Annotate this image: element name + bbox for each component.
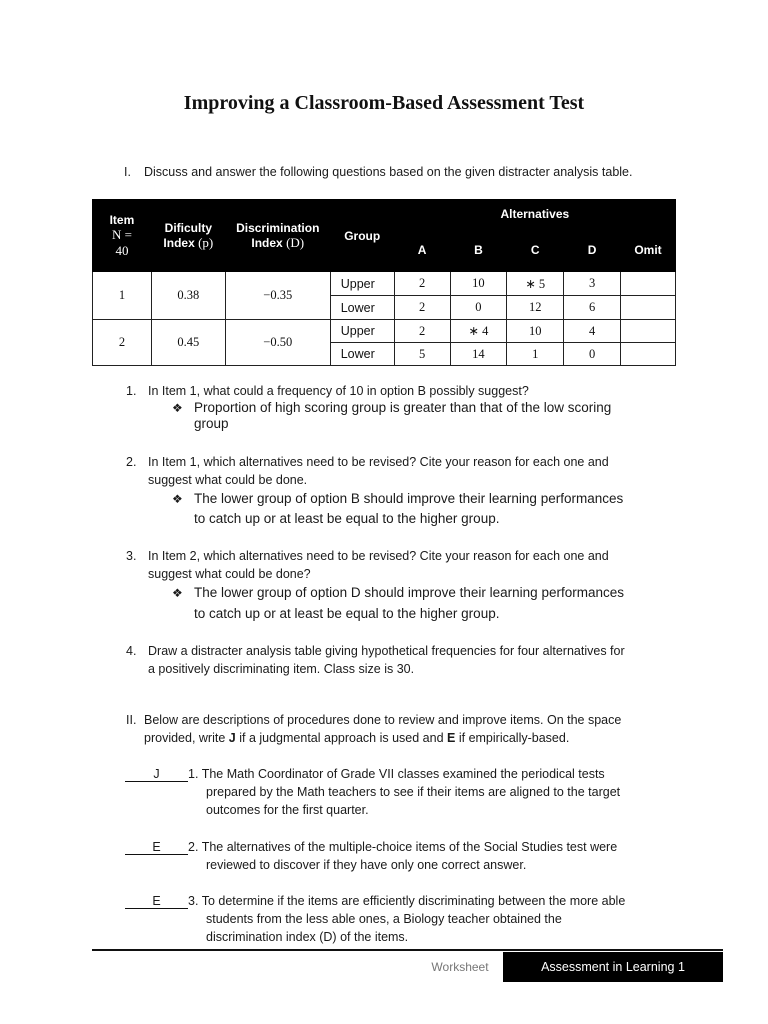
cell-c: 10 [507, 320, 564, 343]
answer-blank[interactable]: J [125, 767, 188, 782]
question-text: suggest what could be done. [148, 473, 308, 487]
question-text: suggest what could be done? [148, 567, 311, 581]
group-label: Lower [330, 296, 394, 320]
question-text: In Item 1, what could a frequency of 10 in option B possibly suggest? [148, 384, 529, 398]
header-omit: Omit [621, 228, 676, 272]
cell-omit [621, 296, 676, 320]
diamond-bullet-icon: ❖ [172, 492, 183, 506]
procedure-text: students from the less able ones, a Biology teacher obtained the [206, 912, 562, 926]
cell-d: 6 [564, 296, 621, 320]
footer-worksheet-label: Worksheet [431, 960, 489, 974]
cell-c: 1 [507, 343, 564, 366]
cell-b: 0 [450, 296, 507, 320]
cell-a: 2 [394, 272, 450, 296]
question-number: 2. [126, 455, 137, 469]
answer-line: to catch up or at least be equal to the higher group. [194, 511, 500, 526]
part1-instruction: Discuss and answer the following questions based on the given distracter analysis table. [144, 165, 633, 179]
footer-rule [92, 949, 723, 951]
diamond-bullet-icon: ❖ [172, 401, 183, 415]
procedure-text: reviewed to discover if they have only one correct answer. [206, 858, 527, 872]
discrimination-index: −0.35 [225, 272, 330, 320]
answer-line: group [194, 416, 229, 431]
table-row [93, 272, 676, 296]
header-group: Group [330, 200, 394, 272]
discrimination-index: −0.50 [225, 320, 330, 366]
cell-b: 14 [450, 343, 507, 366]
cell-b: 10 [450, 272, 507, 296]
cell-omit [621, 320, 676, 343]
diamond-bullet-icon: ❖ [172, 586, 183, 600]
cell-omit [621, 272, 676, 296]
procedure-text: outcomes for the first quarter. [206, 803, 369, 817]
answer-line: ❖ The lower group of option B should improve their learning performances [194, 489, 623, 509]
table-row [93, 320, 676, 343]
header-alt-c: C [507, 228, 564, 272]
question-text: In Item 2, which alternatives need to be revised? Cite your reason for each one and [148, 549, 609, 563]
question-text: In Item 1, which alternatives need to be revised? Cite your reason for each one and [148, 455, 609, 469]
cell-a: 2 [394, 296, 450, 320]
cell-d: 4 [564, 320, 621, 343]
question-number: 4. [126, 644, 137, 658]
cell-c: 12 [507, 296, 564, 320]
part2-instruction: Below are descriptions of procedures done to review and improve items. On the space [144, 713, 622, 727]
group-label: Lower [330, 343, 394, 366]
question-text: Draw a distracter analysis table giving hypothetical frequencies for four alternatives for [148, 644, 625, 658]
answer-line: to catch up or at least be equal to the higher group. [194, 606, 500, 621]
cell-omit [621, 343, 676, 366]
group-label: Upper [330, 320, 394, 343]
cell-a: 5 [394, 343, 450, 366]
procedure-text: prepared by the Math teachers to see if their items are aligned to the target [206, 785, 621, 799]
procedure-item: J 1. The Math Coordinator of Grade VII classes examined the periodical tests [125, 765, 605, 783]
header-alternatives: Alternatives [394, 200, 675, 228]
difficulty-index: 0.45 [151, 320, 225, 366]
group-label: Upper [330, 272, 394, 296]
header-item: Item N = 40 [93, 200, 152, 272]
answer-line: ❖ The lower group of option D should improve their learning performances [194, 583, 624, 603]
answer-blank[interactable]: E [125, 894, 188, 909]
cell-c: ∗ 5 [507, 272, 564, 296]
header-alt-b: B [450, 228, 507, 272]
part2-instruction: provided, write J if a judgmental approach is used and E if empirically-based. [144, 731, 570, 745]
footer-course-label: Assessment in Learning 1 [503, 952, 723, 982]
item-number: 1 [93, 272, 152, 320]
cell-d: 0 [564, 343, 621, 366]
header-difficulty: Dificulty Index (p) [151, 200, 225, 272]
part2-numeral: II. [126, 713, 137, 727]
item-number: 2 [93, 320, 152, 366]
cell-b: ∗ 4 [450, 320, 507, 343]
procedure-item: E 3. To determine if the items are efficiently discriminating between the more able [125, 892, 625, 910]
answer-line: ❖ Proportion of high scoring group is greater than that of the low scoring [194, 398, 611, 418]
difficulty-index: 0.38 [151, 272, 225, 320]
page-title: Improving a Classroom-Based Assessment Test [183, 92, 585, 114]
question-number: 3. [126, 549, 137, 563]
procedure-text: discrimination index (D) of the items. [206, 930, 409, 944]
header-alt-a: A [394, 228, 450, 272]
answer-blank[interactable]: E [125, 840, 188, 855]
header-alt-d: D [564, 228, 621, 272]
cell-a: 2 [394, 320, 450, 343]
question-number: 1. [126, 384, 137, 398]
question-text: a positively discriminating item. Class size is 30. [148, 662, 415, 676]
procedure-item: E 2. The alternatives of the multiple-choice items of the Social Studies test were [125, 838, 617, 856]
header-discrimination: Discrimination Index (D) [225, 200, 330, 272]
distracter-analysis-table [92, 199, 676, 366]
cell-d: 3 [564, 272, 621, 296]
part1-numeral: I. [124, 165, 131, 179]
